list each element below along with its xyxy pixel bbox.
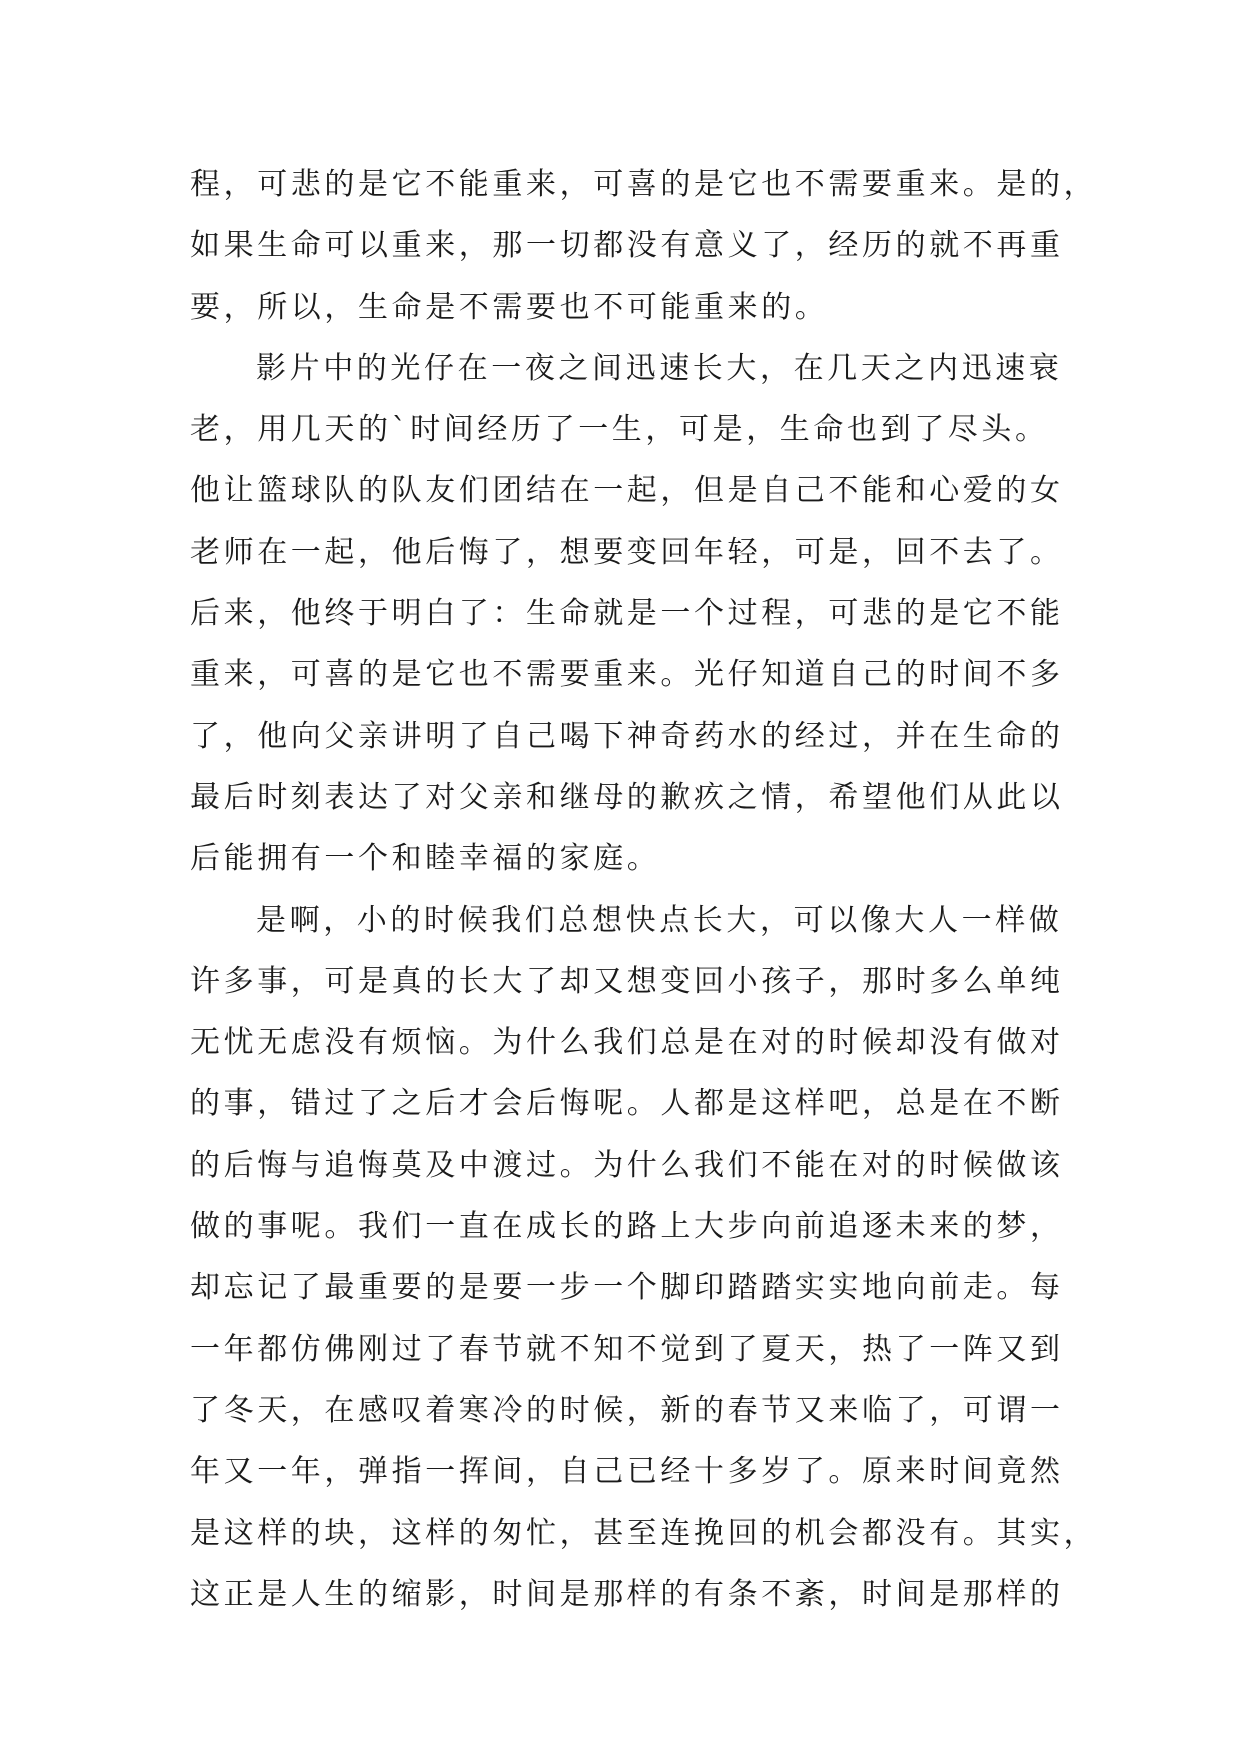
text-line: 的后悔与追悔莫及中渡过。为什么我们不能在对的时候做该 (190, 1147, 1064, 1183)
text-line: 了冬天，在感叹着寒冷的时候，新的春节又来临了，可谓一 (190, 1392, 1064, 1428)
text-line: 重来，可喜的是它也不需要重来。光仔知道自己的时间不多 (190, 657, 1064, 693)
text-line: 他让篮球队的队友们团结在一起，但是自己不能和心爱的女 (190, 473, 1064, 509)
text-line: 程，可悲的是它不能重来，可喜的是它也不需要重来。是的， (190, 167, 1098, 202)
text-line: 一年都仿佛刚过了春节就不知不觉到了夏天，热了一阵又到 (190, 1331, 1064, 1367)
text-line: 最后时刻表达了对父亲和继母的歉疚之情，希望他们从此以 (190, 779, 1064, 815)
text-line: 许多事，可是真的长大了却又想变回小孩子，那时多么单纯 (190, 963, 1064, 999)
body-text (190, 154, 1098, 1625)
text-line: 无忧无虑没有烦恼。为什么我们总是在对的时候却没有做对 (190, 1025, 1064, 1061)
text-line: 却忘记了最重要的是要一步一个脚印踏踏实实地向前走。每 (190, 1270, 1064, 1306)
text-line: 老，用几天的`时间经历了一生，可是，生命也到了尽头。 (190, 412, 1049, 448)
text-line: 是这样的块，这样的匆忙，甚至连挽回的机会都没有。其实， (190, 1515, 1098, 1551)
text-line: 老师在一起，他后悔了，想要变回年轻，可是，回不去了。 (190, 534, 1064, 570)
text-line: 后能拥有一个和睦幸福的家庭。 (190, 841, 661, 877)
text-line: 的事，错过了之后才会后悔呢。人都是这样吧，总是在不断 (190, 1086, 1064, 1122)
text-line: 了，他向父亲讲明了自己喝下神奇药水的经过，并在生命的 (190, 718, 1064, 754)
text-line: 要，所以，生命是不需要也不可能重来的。 (190, 289, 829, 325)
text-line: 年又一年，弹指一挥间，自己已经十多岁了。原来时间竟然 (190, 1454, 1064, 1490)
text-line: 如果生命可以重来，那一切都没有意义了，经历的就不再重 (190, 228, 1064, 264)
text-line: 后来，他终于明白了：生命就是一个过程，可悲的是它不能 (190, 596, 1064, 632)
text-line: 影片中的光仔在一夜之间迅速长大，在几天之内迅速衰 (256, 350, 1063, 386)
text-line: 这正是人生的缩影，时间是那样的有条不紊，时间是那样的 (190, 1576, 1064, 1612)
text-line: 是啊，小的时候我们总想快点长大，可以像大人一样做 (256, 902, 1063, 938)
text-line: 做的事呢。我们一直在成长的路上大步向前追逐未来的梦， (190, 1209, 1064, 1245)
